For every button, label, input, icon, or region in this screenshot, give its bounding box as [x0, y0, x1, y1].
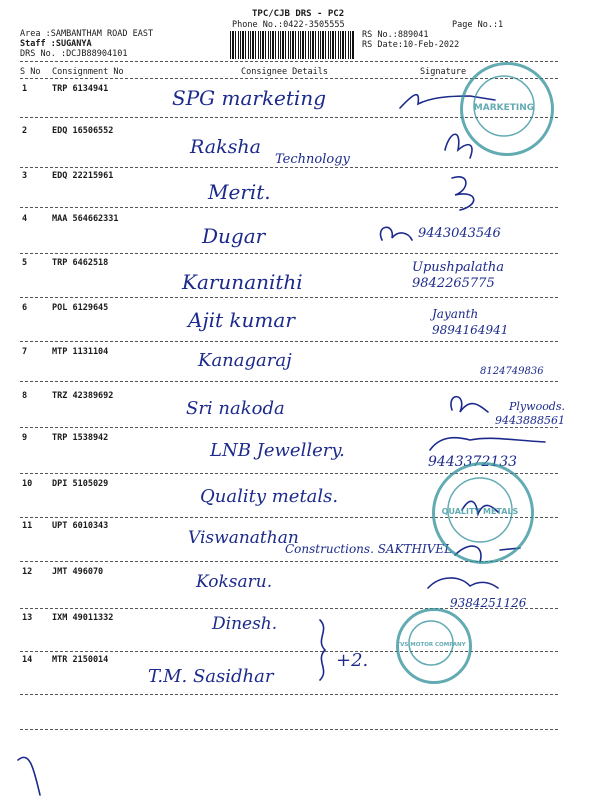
consignee-handwriting: Dugar	[202, 224, 266, 248]
row-consignment: POL 6129645	[52, 303, 109, 313]
consignee-handwriting: Ajit kumar	[188, 308, 295, 332]
row-consignment: UPT 6010343	[52, 521, 109, 531]
sheet-title: TPC/CJB DRS - PC2	[252, 9, 345, 19]
consignee-handwriting: Quality metals.	[200, 486, 339, 507]
brace-row13	[320, 620, 325, 680]
consignee-handwriting: Raksha	[190, 136, 261, 158]
row-sno: 6	[22, 303, 28, 313]
row-sno: 11	[22, 521, 33, 531]
consignee-handwriting: Merit.	[208, 180, 271, 204]
signature-row3	[452, 177, 474, 210]
row-consignment: IXM 49011332	[52, 613, 114, 623]
col-consignee: Consignee Details	[241, 67, 328, 77]
row-sno: 12	[22, 567, 33, 577]
stamp3-text: TVS MOTOR COMPANY	[396, 642, 466, 648]
margin-mark	[18, 757, 40, 795]
stamp2-text: QUALITY METALS	[441, 507, 519, 516]
row-sno: 1	[22, 84, 28, 94]
staff-label: Staff :	[20, 39, 56, 49]
area-label: Area :	[20, 29, 51, 39]
row-sno: 10	[22, 479, 33, 489]
consignee-handwriting: Karunanithi	[182, 270, 303, 294]
consignee-handwriting: T.M. Sasidhar	[148, 666, 274, 687]
phone-number: Phone No.:0422-3505555	[232, 20, 345, 30]
row-sno: 4	[22, 214, 28, 224]
consignee-handwriting: Koksaru.	[196, 572, 273, 592]
company-stamp	[460, 62, 554, 156]
consignee-note: Constructions. SAKTHIVEL	[285, 542, 453, 556]
row-consignment: JMT 496070	[52, 567, 104, 577]
signature-phone: Upushpalatha 9842265775	[412, 260, 505, 291]
page-number: Page No.:1	[452, 20, 504, 30]
consignee-handwriting: Dinesh.	[212, 614, 278, 634]
signature-row8	[451, 397, 488, 412]
consignee-note: Technology	[275, 152, 350, 167]
signature-phone: 9443043546	[418, 226, 501, 241]
row-consignment: TRP 6462518	[52, 258, 109, 268]
stamp1-text: MARKETING	[473, 103, 535, 113]
consignee-handwriting: SPG marketing	[172, 86, 327, 110]
tvs-motor-stamp	[396, 608, 472, 684]
col-sno: S No	[20, 67, 41, 77]
rs-number: RS No.:889041	[362, 30, 429, 40]
col-consignment: Consignment No	[52, 67, 124, 77]
row-consignment: DPI 5105029	[52, 479, 109, 489]
row-consignment: MTP 1131104	[52, 347, 109, 357]
row-consignment: EDQ 16506552	[52, 126, 114, 136]
row-sno: 7	[22, 347, 28, 357]
signature-phone: Jayanth 9894164941	[432, 307, 509, 337]
col-signature: Signature	[420, 67, 467, 77]
row-consignment: TRP 6134941	[52, 84, 109, 94]
row-sno: 8	[22, 391, 28, 401]
signature-phone: 9384251126	[450, 596, 527, 610]
row-sno: 13	[22, 613, 33, 623]
signature-row4	[381, 227, 412, 240]
row-sno: 3	[22, 171, 28, 181]
signature-phone: Plywoods. 9443888561	[495, 400, 565, 427]
row-consignment: TRP 1538942	[52, 433, 109, 443]
row-sno: 2	[22, 126, 28, 136]
area-value: SAMBANTHAM ROAD EAST	[50, 29, 154, 39]
row-consignment: MTR 2150014	[52, 655, 109, 665]
consignee-handwriting: LNB Jewellery.	[210, 440, 345, 461]
signature-row12	[428, 578, 498, 588]
staff-value: SUGANYA	[55, 39, 92, 49]
signature-row9	[430, 438, 545, 450]
consignee-handwriting: Sri nakoda	[186, 398, 285, 419]
row-sno: 9	[22, 433, 28, 443]
consignee-note: +2.	[336, 650, 369, 671]
row-sno: 14	[22, 655, 33, 665]
consignee-handwriting: Kanagaraj	[198, 350, 292, 371]
rs-date: RS Date:10-Feb-2022	[362, 40, 460, 50]
drs-value: DCJB88904101	[66, 49, 128, 59]
signature-phone: 9443372133	[428, 454, 518, 470]
quality-metals-stamp	[432, 462, 534, 564]
row-consignment: MAA 564662331	[52, 214, 119, 224]
drs-label: DRS No. :	[20, 49, 67, 59]
row-consignment: TRZ 42389692	[52, 391, 114, 401]
row-sno: 5	[22, 258, 28, 268]
consignee-handwriting: Viswanathan	[188, 528, 299, 548]
row-consignment: EDQ 22215961	[52, 171, 114, 181]
signature-phone: 8124749836	[480, 366, 544, 377]
